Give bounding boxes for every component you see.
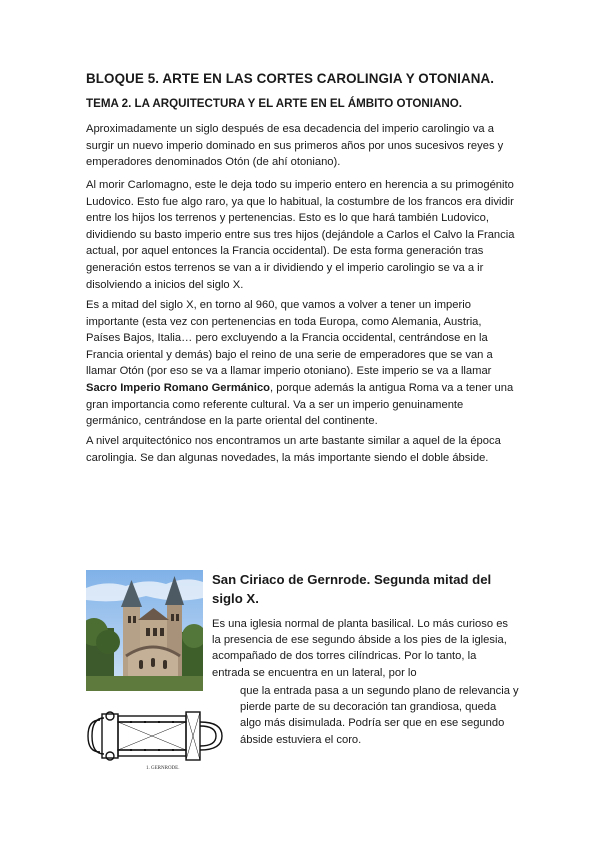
paragraph-text: , porque además la antigua Roma va a tener una gran importancia como referente cultural. Va a ser un imperio genuinamente germánico, centrándose en la parte oriental del continente. [86, 381, 514, 428]
floor-plan-drawing [86, 694, 228, 776]
section-paragraph-1: Es una iglesia normal de planta basilical. Lo más curioso es la presencia de ese segundo ábside a los pies de la iglesia, acompañado de dos torres cilíndricas. Por lo tanto, la entrada se encuentra en un lateral, por lo [212, 618, 509, 679]
paragraph-carlomagno: Al morir Carlomagno, este le deja todo su imperio entero en herencia a su primogénito Ludovico. Esto fue algo raro, ya que lo habitual, la costumbre de los francos era dividir entre los hijos los terrenos y pertenencias. Esto es lo que hará también Ludovico, dividiendo su basto imperio entre sus tres hijos (dejándole a Carlos el Calvo la Francia actual, por aquel entonces la Francia occidental). De esta forma generación tras generación estos terrenos se van a ir dividiendo y el imperio carolingio se va a ir disolviendo a inicios del siglo X. [86, 179, 515, 291]
section-paragraph-2: que la entrada pasa a un segundo plano de relevancia y pierde parte de su decoración tan grandiosa, queda algo más disimulada. Podría ser que en ese segundo ábside estuviera el coro. [240, 685, 519, 746]
block-title: BLOQUE 5. ARTE EN LAS CORTES CAROLINGIA Y OTONIANA. [86, 71, 495, 86]
section-title: San Ciriaco de Gernrode. Segunda mitad del siglo X. [212, 572, 492, 606]
bold-term: Sacro Imperio Romano Germánico [86, 381, 271, 394]
paragraph-intro: Aproximadamente un siglo después de esa decadencia del imperio carolingio va a surgir un nuevo imperio dominado en sus primeros años por unos sucesivos reyes y emperadores denominados Otón (de ahí otoniano). [86, 123, 504, 169]
paragraph-sacro-imperio [86, 297, 516, 430]
church-photo [86, 570, 203, 691]
plan-caption: 1. GERNRODE. [146, 766, 180, 771]
tema-title: TEMA 2. LA ARQUITECTURA Y EL ARTE EN EL ÁMBITO OTONIANO. [86, 97, 462, 110]
paragraph-text: Es a mitad del siglo X, en torno al 960, que vamos a volver a tener un imperio importante (esta vez con pertenencias en toda Europa, como Alemania, Austria, Países Bajos, Italia… pero excluyendo a la Francia occidental, centrándose en la Francia oriental y demás) bajo el reino de una serie de emperadores que se van a llamar Otón (por eso se va a llamar imperio otoniano). Este imperio se va a llamar [86, 299, 493, 378]
paragraph-arquitectura: A nivel arquitectónico nos encontramos un arte bastante similar a aquel de la época carolingia. Se dan algunas novedades, la más importante siendo el doble ábside. [86, 435, 501, 464]
